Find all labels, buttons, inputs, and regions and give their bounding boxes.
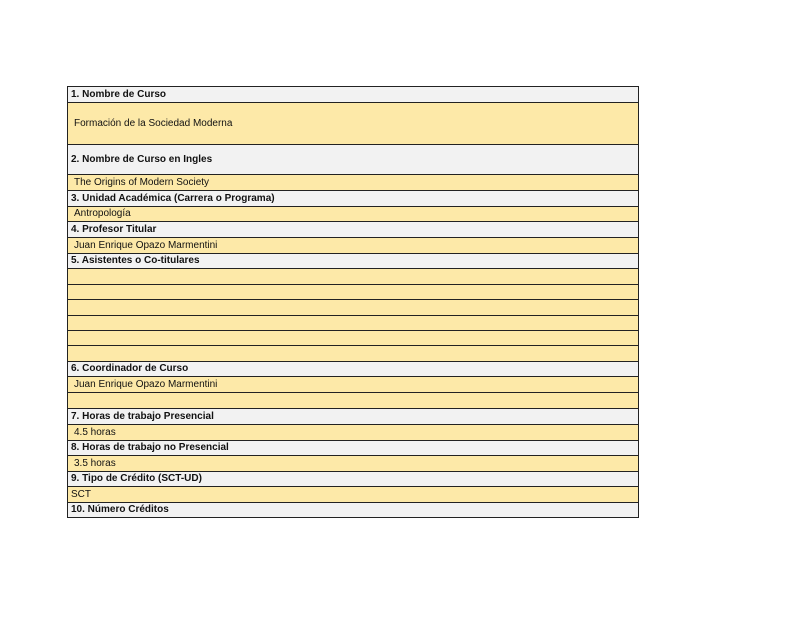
assistants-blank-row <box>68 331 638 346</box>
presential-hours-label: 7. Horas de trabajo Presencial <box>68 409 638 425</box>
course-name-english-value: The Origins of Modern Society <box>68 175 638 191</box>
assistants-blank-row <box>68 300 638 316</box>
course-coordinator-label: 6. Coordinador de Curso <box>68 362 638 377</box>
presential-hours-value: 4.5 horas <box>68 425 638 441</box>
course-coordinator-blank-row <box>68 393 638 409</box>
assistants-blank-row <box>68 346 638 362</box>
assistants-label: 5. Asistentes o Co-titulares <box>68 254 638 269</box>
course-form-sheet <box>67 86 639 518</box>
credit-count-label: 10. Número Créditos <box>68 503 638 518</box>
non-presential-hours-label: 8. Horas de trabajo no Presencial <box>68 441 638 456</box>
course-name-value: Formación de la Sociedad Moderna <box>68 103 638 145</box>
assistants-blank-row <box>68 285 638 300</box>
academic-unit-label: 3. Unidad Académica (Carrera o Programa) <box>68 191 638 207</box>
lead-professor-label: 4. Profesor Titular <box>68 222 638 238</box>
assistants-blank-row <box>68 269 638 285</box>
academic-unit-value: Antropología <box>68 207 638 222</box>
lead-professor-value: Juan Enrique Opazo Marmentini <box>68 238 638 254</box>
non-presential-hours-value: 3.5 horas <box>68 456 638 472</box>
credit-type-value: SCT <box>68 487 638 503</box>
assistants-blank-row <box>68 316 638 331</box>
course-name-label: 1. Nombre de Curso <box>68 87 638 103</box>
course-name-english-label: 2. Nombre de Curso en Ingles <box>68 145 638 175</box>
credit-type-label: 9. Tipo de Crédito (SCT-UD) <box>68 472 638 487</box>
course-coordinator-value: Juan Enrique Opazo Marmentini <box>68 377 638 393</box>
